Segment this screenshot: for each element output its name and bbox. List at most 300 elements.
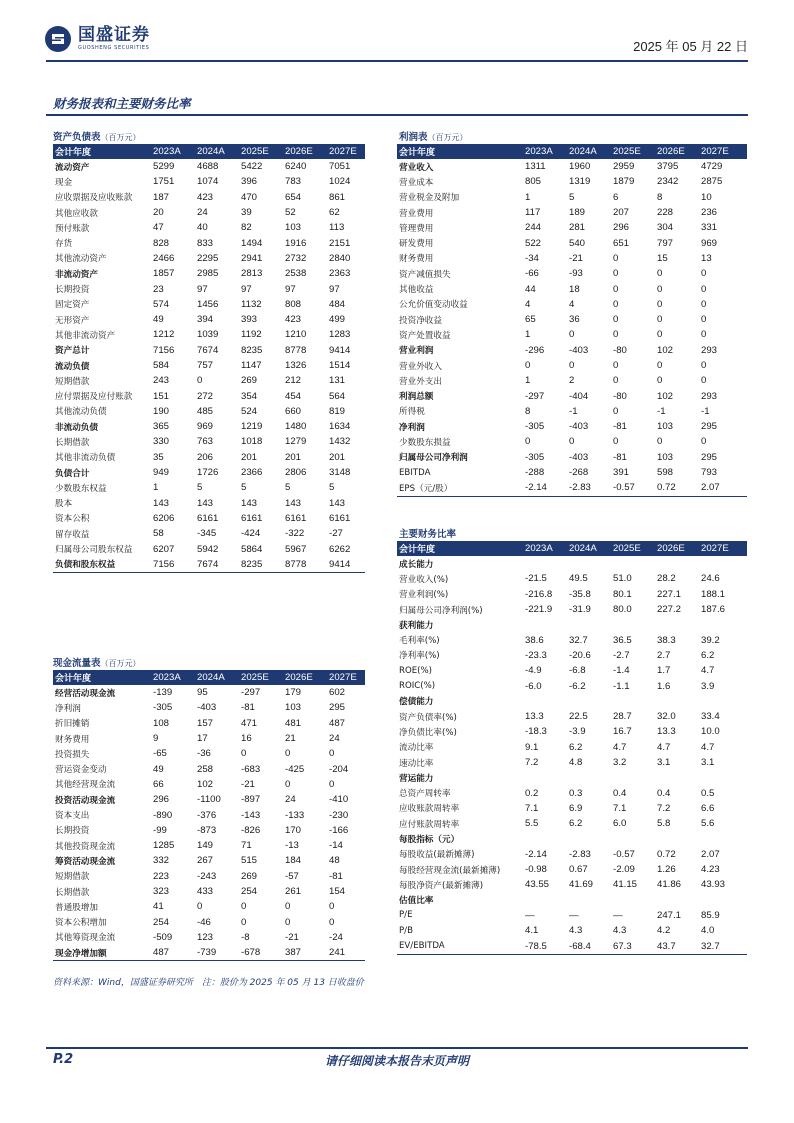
cell-value: 0: [525, 360, 531, 371]
cell-value: 1960: [569, 161, 591, 173]
row-label: 长期借款: [55, 887, 90, 898]
cell-value: 8235: [241, 344, 263, 356]
cell-value: 97: [285, 283, 296, 295]
cell-value: 5299: [153, 161, 175, 173]
cell-value: 8: [657, 191, 663, 203]
cell-value: 267: [197, 855, 214, 867]
cell-value: 131: [329, 375, 346, 387]
row-label: 负债和股东权益: [53, 557, 153, 573]
row-label: 财务费用: [55, 734, 90, 745]
cell-value: -80: [613, 344, 627, 356]
cell-value: 254: [153, 916, 170, 928]
cell-value: [525, 617, 569, 632]
cell-value: 6: [613, 191, 619, 203]
cell-value: [569, 694, 613, 709]
cell-value: 861: [329, 191, 346, 203]
cell-value: 1: [525, 375, 531, 387]
cell-value: -23.3: [525, 649, 547, 661]
cell-value: 522: [525, 237, 542, 249]
cell-value: 0: [701, 298, 707, 310]
row-label: 长期投资: [55, 826, 90, 837]
table-row: [397, 648, 747, 663]
table-row: [397, 297, 747, 312]
balance-sheet-title-text: 资产负债表: [53, 132, 101, 143]
cell-value: 85.9: [701, 909, 720, 921]
row-label: 归属母公司净利润(%): [399, 605, 483, 616]
table-row: [53, 945, 365, 961]
table-row: [397, 419, 747, 434]
row-label: 普通股增加: [55, 902, 98, 913]
cell-value: 6.2: [569, 741, 583, 753]
cell-value: 2: [569, 375, 575, 387]
cell-value: 499: [329, 314, 346, 326]
row-label: 资产减值损失: [399, 269, 451, 280]
cell-value: 0: [657, 314, 663, 326]
cell-value: 4: [525, 298, 531, 310]
row-label: 每股收益(最新摊薄): [399, 850, 475, 861]
cell-value: 5: [197, 482, 203, 494]
row-label: 营业收入(%): [399, 574, 449, 585]
cell-value: 7674: [197, 557, 241, 573]
cell-value: [613, 617, 657, 632]
cell-value: 1039: [197, 329, 219, 341]
row-label: 其他投资现金流: [55, 841, 116, 852]
cell-value: 1726: [197, 467, 219, 479]
cell-value: -21: [241, 778, 255, 790]
table-row: [53, 496, 365, 511]
cell-value: 41.69: [569, 879, 594, 891]
cell-value: 187.6: [701, 604, 726, 616]
table-row: [53, 823, 365, 838]
cell-value: 143: [241, 497, 258, 509]
table-row: [397, 159, 747, 174]
cell-value: -4.9: [525, 665, 542, 677]
table-row: [53, 327, 365, 342]
cell-value: 0: [701, 268, 707, 280]
cell-value: -6.0: [525, 680, 542, 692]
cell-value: [701, 617, 747, 632]
row-label: 每股指标（元）: [399, 834, 460, 845]
cell-value: 17: [197, 733, 208, 745]
cell-value: 6.9: [569, 802, 583, 814]
table-row: [53, 746, 365, 761]
cell-value: 0: [329, 916, 335, 928]
row-label: 所得税: [399, 407, 425, 418]
cell-value: 28.7: [613, 711, 632, 723]
cell-value: -93: [569, 268, 583, 280]
column-header: 2026E: [657, 144, 701, 159]
cell-value: 6206: [153, 512, 175, 524]
cell-value: 36.5: [613, 634, 632, 646]
column-header: 2027E: [701, 541, 747, 556]
table-row: [53, 434, 365, 449]
cell-value: -221.9: [525, 604, 553, 616]
cell-value: [569, 617, 613, 632]
footer-divider: [46, 1047, 748, 1049]
cell-value: 5942: [197, 543, 219, 555]
cell-value: 103: [285, 222, 302, 234]
cell-value: 6207: [153, 543, 175, 555]
cell-value: 108: [153, 717, 170, 729]
row-label: ROIC(%): [399, 681, 436, 692]
cell-value: 32.7: [569, 634, 588, 646]
cell-value: 8778: [285, 557, 329, 573]
cell-value: 0: [613, 329, 619, 341]
cell-value: 2840: [329, 252, 351, 264]
cell-value: -1: [569, 405, 578, 417]
section-divider: [46, 114, 748, 116]
cell-value: 0: [329, 901, 335, 913]
cell-value: -403: [197, 702, 217, 714]
cell-value: 0: [241, 916, 247, 928]
cell-value: 5.6: [701, 818, 715, 830]
disclaimer-text: 请仔细阅读本报告末页声明: [324, 1054, 469, 1068]
cell-value: 332: [153, 855, 170, 867]
cell-value: 1879: [613, 176, 635, 188]
cell-value: 0: [197, 901, 203, 913]
cell-value: 39: [241, 207, 252, 219]
table-row: [397, 266, 747, 281]
cell-value: 6.0: [613, 818, 627, 830]
cell-value: [701, 831, 747, 846]
cell-value: 0: [701, 436, 707, 448]
cell-value: 24: [197, 207, 208, 219]
logo-name-en: GUOSHENG SECURITIES: [78, 45, 150, 51]
cell-value: 2806: [285, 467, 307, 479]
cell-value: -99: [153, 824, 167, 836]
cell-value: 1219: [241, 421, 263, 433]
cell-value: 0.2: [525, 787, 539, 799]
cell-value: -873: [197, 824, 217, 836]
table-row: [53, 511, 365, 526]
cell-value: [657, 694, 701, 709]
cell-value: 833: [197, 237, 214, 249]
cell-value: 102: [197, 778, 214, 790]
table-row: [53, 312, 365, 327]
cell-value: 660: [285, 405, 302, 417]
cell-value: 272: [197, 390, 214, 402]
cell-value: 793: [701, 467, 718, 479]
cell-value: 52: [285, 207, 296, 219]
cell-value: 7.1: [525, 802, 539, 814]
table-row: [53, 914, 365, 929]
cell-value: 454: [285, 390, 302, 402]
cell-value: -243: [197, 870, 217, 882]
cell-value: 7.2: [657, 802, 671, 814]
table-row: [397, 556, 747, 571]
column-header: 2025E: [613, 541, 657, 556]
cell-value: [657, 770, 701, 785]
cell-value: 9414: [329, 557, 365, 573]
cell-value: 5: [241, 482, 247, 494]
table-row: [397, 709, 747, 724]
cell-value: -0.57: [613, 848, 635, 860]
row-label: 公允价值变动收益: [399, 300, 468, 311]
cell-value: 295: [329, 702, 346, 714]
row-label: P/B: [399, 925, 413, 936]
cell-value: 71: [241, 840, 252, 852]
cell-value: -133: [285, 809, 305, 821]
column-header: 2026E: [285, 144, 329, 159]
cell-value: 387: [285, 945, 329, 961]
cell-value: -81: [329, 870, 343, 882]
cell-value: 828: [153, 237, 170, 249]
cell-value: 1514: [329, 360, 351, 371]
table-row: [397, 923, 747, 938]
row-label: 营业税金及附加: [399, 193, 460, 204]
cell-value: 5: [329, 482, 335, 494]
table-row: [397, 373, 747, 388]
cell-value: 4.1: [525, 925, 539, 937]
cell-value: 2366: [241, 467, 263, 479]
row-label: 折旧摊销: [55, 719, 90, 730]
cell-value: -1: [701, 405, 710, 417]
ratios-table: [397, 541, 747, 955]
cell-value: 16: [241, 733, 252, 745]
row-label: 长期借款: [55, 437, 90, 448]
cell-value: 2538: [285, 268, 307, 280]
cell-value: 0: [569, 329, 575, 341]
cash-flow-table: [53, 670, 365, 961]
cell-value: [657, 617, 701, 632]
row-label: 流动比率: [399, 743, 434, 754]
income-statement-title: [399, 129, 468, 143]
cell-value: -509: [153, 931, 173, 943]
cell-value: 4688: [197, 161, 219, 173]
row-label: 资产总计: [55, 346, 90, 357]
cell-value: 0: [329, 748, 335, 760]
table-header-row: [397, 144, 747, 159]
cell-value: 15: [657, 252, 668, 264]
cell-value: -143: [241, 809, 261, 821]
row-label: 净利润: [399, 422, 425, 433]
row-label: 资产处置收益: [399, 330, 451, 341]
cell-value: 66: [153, 778, 164, 790]
cell-value: [701, 556, 747, 571]
cell-value: 80.1: [613, 588, 632, 600]
cell-value: -13: [285, 840, 299, 852]
cell-value: -683: [241, 763, 261, 775]
cell-value: -678: [241, 945, 285, 961]
ratios-title-text: 主要财务比率: [399, 529, 457, 540]
cell-value: -81: [613, 451, 627, 463]
row-label: 营业外收入: [399, 361, 442, 372]
table-row: [397, 434, 747, 449]
cell-value: 433: [197, 886, 214, 897]
table-row: [53, 761, 365, 776]
cell-value: 1432: [329, 436, 351, 448]
cell-value: 187: [153, 191, 170, 203]
cell-value: -410: [329, 794, 349, 806]
cell-value: 0: [701, 360, 707, 371]
cell-value: 0: [613, 283, 619, 295]
cell-value: -403: [569, 344, 589, 356]
cell-value: 394: [197, 314, 214, 326]
row-label: EV/EBITDA: [397, 938, 525, 954]
cell-value: 485: [197, 405, 214, 417]
cell-value: 170: [285, 824, 302, 836]
cell-value: 0: [613, 314, 619, 326]
row-label: 其他流动资产: [55, 254, 107, 265]
row-label: 其他应收款: [55, 208, 98, 219]
table-row: [397, 312, 747, 327]
cell-value: 0: [329, 778, 335, 790]
cell-value: 484: [329, 298, 346, 310]
table-row: [53, 174, 365, 189]
cell-value: [701, 770, 747, 785]
cell-value: 1634: [329, 421, 351, 433]
row-label: 净负债比率(%): [399, 727, 457, 738]
balance-sheet-unit: （百万元）: [100, 133, 141, 142]
cell-value: 7.2: [525, 757, 539, 768]
table-row: [53, 541, 365, 556]
cell-value: 0: [657, 283, 663, 295]
income-statement-unit: （百万元）: [427, 133, 468, 142]
cell-value: -2.83: [569, 480, 613, 496]
cell-value: -739: [197, 945, 241, 961]
cell-value: 7051: [329, 161, 351, 173]
cell-value: 35: [153, 451, 164, 463]
cell-value: 103: [285, 702, 302, 714]
table-row: [397, 801, 747, 816]
cell-value: 47: [153, 222, 164, 234]
table-header-row: [53, 144, 365, 159]
cell-value: 123: [197, 931, 214, 943]
cell-value: 33.4: [701, 711, 720, 723]
cell-value: 0: [657, 298, 663, 310]
cell-value: [613, 556, 657, 571]
cell-value: 4729: [701, 161, 723, 173]
row-label: 应付票据及应付账款: [55, 392, 133, 403]
cell-value: -2.14: [525, 848, 547, 860]
cell-value: 3148: [329, 467, 351, 479]
cell-value: 4.23: [701, 864, 720, 876]
column-header: 2026E: [657, 541, 701, 556]
cell-value: 254: [241, 886, 258, 897]
row-label: 成长能力: [399, 559, 434, 570]
cell-value: 1: [525, 329, 531, 341]
cell-value: 6.2: [569, 818, 583, 830]
table-row: [397, 694, 747, 709]
cell-value: 201: [329, 451, 346, 463]
cell-value: -890: [153, 809, 173, 821]
cell-value: 1494: [241, 237, 263, 249]
cell-value: 6.2: [701, 649, 715, 661]
cell-value: 296: [153, 794, 170, 806]
cell-value: 4.7: [657, 741, 671, 753]
cell-value: 2.07: [701, 480, 747, 496]
cell-value: 49: [153, 763, 164, 775]
cell-value: 9.1: [525, 741, 539, 753]
cell-value: 5: [569, 191, 575, 203]
cell-value: 423: [197, 191, 214, 203]
cell-value: 228: [657, 207, 674, 219]
cell-value: 8235: [241, 557, 285, 573]
table-row: [53, 266, 365, 281]
cell-value: 1285: [153, 840, 175, 852]
cell-value: -57: [285, 870, 299, 882]
cell-value: 295: [701, 421, 718, 433]
cell-value: 0.4: [657, 787, 671, 799]
table-row: [397, 388, 747, 403]
cell-value: 1: [525, 191, 531, 203]
row-label: 现金净增加额: [53, 945, 153, 961]
cell-value: -18.3: [525, 726, 547, 738]
cell-value: -46: [197, 916, 211, 928]
cell-value: 0: [613, 405, 619, 417]
cell-value: 1192: [241, 329, 262, 341]
cell-value: 1480: [285, 421, 307, 433]
cell-value: 36: [569, 314, 580, 326]
cell-value: 149: [197, 840, 214, 852]
row-label: 其他收益: [399, 285, 434, 296]
table-row: [53, 373, 365, 388]
cell-value: -6.8: [569, 665, 586, 677]
cell-value: [701, 893, 747, 908]
cell-value: -826: [241, 824, 261, 836]
cell-value: 0: [657, 329, 663, 341]
column-header: 2023A: [525, 144, 569, 159]
cell-value: 24: [285, 794, 296, 806]
column-header: 2027E: [701, 144, 747, 159]
cell-value: 0: [701, 314, 707, 326]
cell-value: 143: [153, 497, 170, 509]
cell-value: 8778: [285, 344, 307, 356]
cell-value: [525, 893, 569, 908]
ratios-title: [399, 526, 456, 540]
cell-value: -345: [197, 528, 217, 540]
row-label: 偿债能力: [399, 697, 434, 708]
cell-value: 3795: [657, 161, 679, 173]
cell-value: 188.1: [701, 588, 726, 600]
cell-value: 0: [197, 375, 203, 387]
cell-value: 0: [285, 748, 291, 760]
cell-value: 598: [657, 467, 674, 479]
cell-value: 4.8: [569, 757, 583, 768]
table-row: [397, 632, 747, 647]
cell-value: 0: [285, 916, 291, 928]
table-row: [53, 251, 365, 266]
cell-value: 651: [613, 237, 630, 249]
cell-value: 470: [241, 191, 258, 203]
cell-value: -24: [329, 931, 343, 943]
cell-value: 236: [701, 207, 718, 219]
table-row: [53, 190, 365, 205]
cell-value: 969: [701, 237, 718, 249]
cell-value: 0: [241, 901, 247, 913]
row-label: 营业利润: [399, 346, 434, 357]
table-row: [397, 816, 747, 831]
cell-value: -305: [525, 451, 545, 463]
cell-value: 102: [657, 390, 674, 402]
cell-value: -21: [285, 931, 299, 943]
table-row: [397, 450, 747, 465]
table-row: [397, 663, 747, 678]
cell-value: 117: [525, 207, 541, 219]
cell-value: 269: [241, 375, 258, 387]
cell-value: 1210: [285, 329, 307, 341]
row-label: 归属母公司净利润: [399, 453, 468, 464]
cell-value: 524: [241, 405, 258, 417]
cell-value: 10.0: [701, 726, 720, 738]
cell-value: 157: [197, 717, 214, 729]
row-label: 营运能力: [399, 773, 434, 784]
cell-value: 949: [153, 467, 170, 479]
row-label: 营业外支出: [399, 376, 442, 387]
cell-value: 6262: [329, 543, 351, 555]
cell-value: 0: [657, 436, 663, 448]
cell-value: 2985: [197, 268, 219, 280]
